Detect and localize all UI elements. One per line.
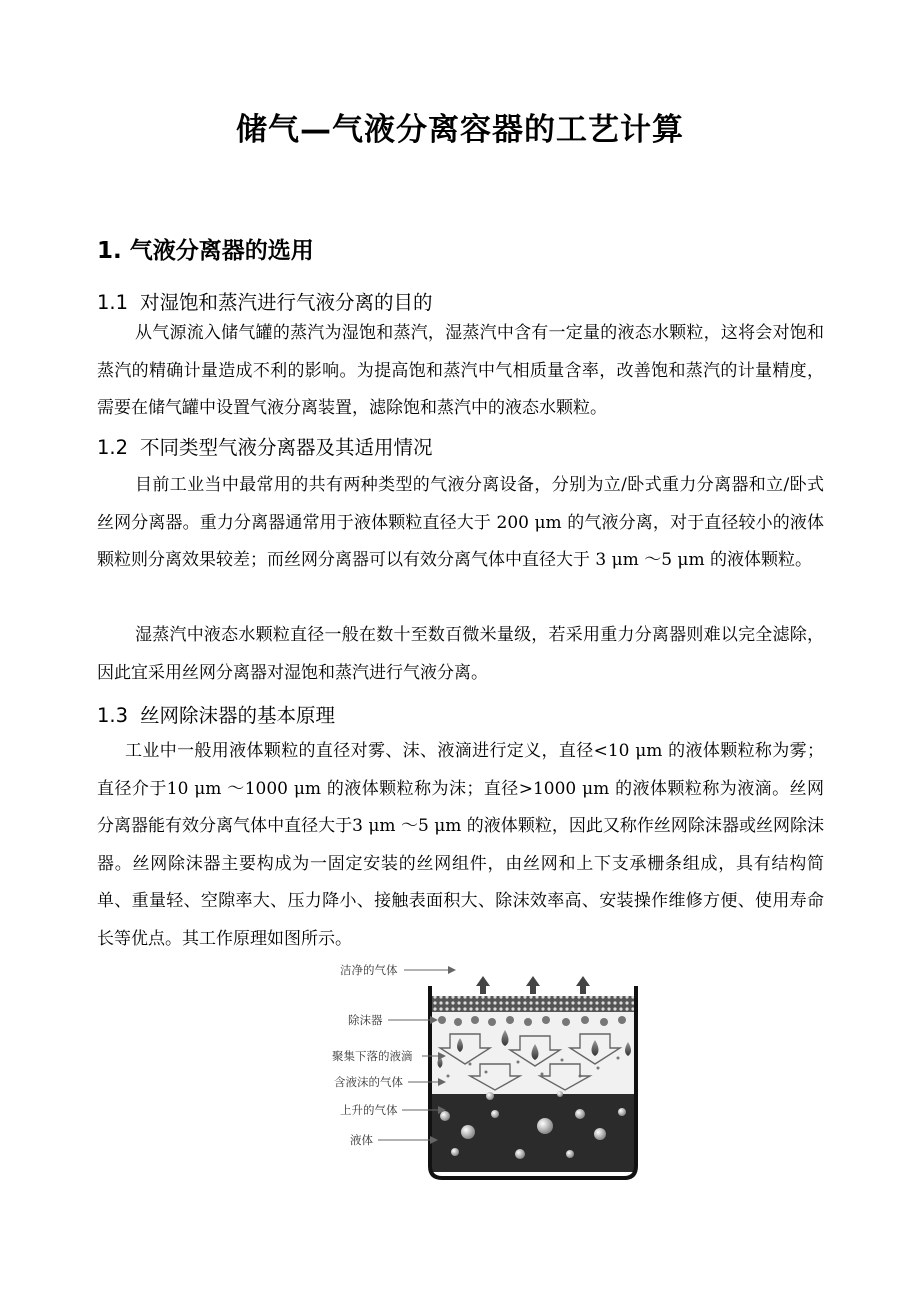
section-1-2-paragraph-2: 湿蒸汽中液态水颗粒直径一般在数十至数百微米量级，若采用重力分离器则难以完全滤除，因此宜采用丝网分离器对湿饱和蒸汽进行气液分离。 bbox=[97, 625, 824, 683]
section-1-1-title: 对湿饱和蒸汽进行气液分离的目的 bbox=[140, 291, 433, 314]
label-liquid: 液体 bbox=[350, 1133, 373, 1147]
section-1-1-paragraph: 从气源流入储气罐的蒸汽为湿饱和蒸汽，湿蒸汽中含有一定量的液态水颗粒，这将会对饱和蒸汽的精确计量造成不利的影响。为提高饱和蒸汽中气相质量含率，改善饱和蒸汽的计量精度，需要在储气罐中设置气液分离装置，滤除饱和蒸汽中的液态水颗粒。 bbox=[97, 323, 824, 418]
section-1-2-number: 1.2 bbox=[97, 436, 129, 459]
label-demister: 除沫器 bbox=[348, 1013, 383, 1027]
label-gas-with-mist: 含液沫的气体 bbox=[334, 1075, 403, 1089]
clean-gas-arrows bbox=[476, 976, 590, 994]
label-clean-gas: 洁净的气体 bbox=[340, 964, 398, 977]
section-1-3-heading bbox=[97, 700, 335, 728]
section-1-2-heading bbox=[97, 432, 433, 460]
demister-principle-figure bbox=[330, 964, 650, 1186]
section-1-3-number: 1.3 bbox=[97, 704, 129, 727]
section-1-3-title: 丝网除沫器的基本原理 bbox=[140, 704, 336, 727]
section-1-2-paragraph-1: 目前工业当中最常用的共有两种类型的气液分离设备，分别为立/卧式重力分离器和立/卧式丝网分离器。重力分离器通常用于液体颗粒直径大于 200 μm 的气液分离，对于直径较小的液体颗粒则分离效果较差；而丝网分离器可以有效分离气体中直径大于 3 μm ～5 μm 的液体颗粒。 bbox=[97, 475, 824, 570]
section-1-1-number: 1.1 bbox=[97, 291, 129, 314]
section-1-2-title: 不同类型气液分离器及其适用情况 bbox=[140, 436, 433, 459]
demister-mesh bbox=[430, 996, 636, 1012]
label-falling-droplets: 聚集下落的液滴 bbox=[332, 1049, 413, 1063]
page-title: 储气—气液分离容器的工艺计算 bbox=[236, 112, 684, 148]
section-1-1-heading bbox=[97, 287, 433, 315]
section-1-heading: 1. 气液分离器的选用 bbox=[97, 238, 314, 264]
section-1-3-paragraph: 工业中一般用液体颗粒的直径对雾、沫、液滴进行定义，直径<10 μm 的液体颗粒称为雾；直径介于10 μm ～1000 μm 的液体颗粒称为沫；直径>1000 μm 的液体颗粒称为液滴。丝网分离器能有效分离气体中直径大于3 μm ～5 μm 的液体颗粒，因此又称作丝网除沫器或丝网除沫器。丝网除沫器主要构成为一固定安装的丝网组件，由丝网和上下支承栅条组成，具有结构简单、重量轻、空隙率大、压力降小、接触表面积大、除沫效率高、安装操作维修方便、使用寿命长等优点。其工作原理如图所示。 bbox=[97, 741, 824, 949]
demister-diagram bbox=[330, 964, 650, 1186]
label-rising-gas: 上升的气体 bbox=[340, 1103, 398, 1117]
